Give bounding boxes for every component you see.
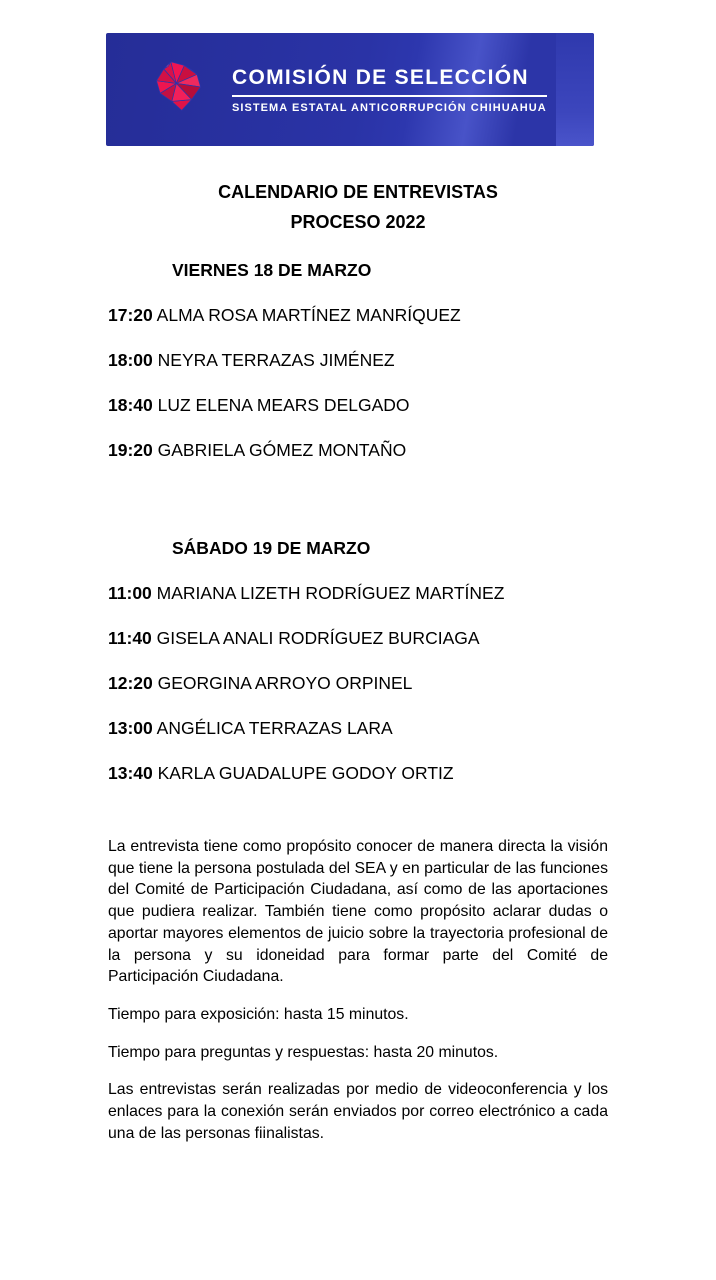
day-section bbox=[108, 260, 618, 485]
body-paragraph: Las entrevistas serán realizadas por medio de videoconferencia y los enlaces para la conexión serán enviados por correo electrónico a cada una de las personas fiinalistas. bbox=[108, 1081, 608, 1142]
entry-name: MARIANA LIZETH RODRÍGUEZ MARTÍNEZ bbox=[151, 583, 505, 603]
entry-time: 19:20 bbox=[108, 440, 153, 460]
body-paragraph: Tiempo para preguntas y respuestas: hasta 20 minutos. bbox=[108, 1043, 499, 1061]
entry-name: GISELA ANALI RODRÍGUEZ BURCIAGA bbox=[151, 628, 480, 648]
schedule-entry bbox=[108, 395, 618, 440]
day-section bbox=[108, 538, 618, 808]
schedule-entry bbox=[108, 763, 618, 808]
entry-name: GEORGINA ARROYO ORPINEL bbox=[152, 673, 413, 693]
banner-title: COMISIÓN DE SELECCIÓN bbox=[232, 66, 547, 97]
entry-name: KARLA GUADALUPE GODOY ORTIZ bbox=[152, 763, 454, 783]
schedule-entry bbox=[108, 628, 618, 673]
body-paragraph: Tiempo para exposición: hasta 15 minutos. bbox=[108, 1005, 409, 1023]
banner-subtitle: SISTEMA ESTATAL ANTICORRUPCIÓN CHIHUAHUA bbox=[232, 101, 547, 114]
header-banner bbox=[106, 33, 594, 146]
entry-time: 18:40 bbox=[108, 395, 153, 415]
banner-text-block bbox=[232, 66, 547, 114]
entry-time: 12:20 bbox=[108, 673, 153, 693]
schedule-entry bbox=[108, 718, 618, 763]
entry-name: LUZ ELENA MEARS DELGADO bbox=[152, 395, 410, 415]
schedule-entry bbox=[108, 440, 618, 485]
chihuahua-state-logo-icon bbox=[152, 58, 206, 121]
schedule-entry bbox=[108, 583, 618, 628]
entry-time: 11:40 bbox=[108, 628, 152, 648]
schedule-entry bbox=[108, 305, 618, 350]
day-heading: VIERNES 18 DE MARZO bbox=[172, 260, 372, 280]
notes-section bbox=[108, 836, 608, 1160]
entry-time: 11:00 bbox=[108, 583, 152, 603]
body-paragraph: La entrevista tiene como propósito conocer de manera directa la visión que tiene la persona postulada del SEA y en particular de las funciones del Comité de Participación Ciudadana, así como de las aportaciones que pudiera realizar. También tiene como propósito aclarar dudas o aportar mayores elementos de juicio sobre la trayectoria profesional de la persona y su idoneidad para formar parte del Comité de Participación Ciudadana. bbox=[108, 838, 608, 986]
entry-time: 13:40 bbox=[108, 763, 153, 783]
entry-time: 18:00 bbox=[108, 350, 153, 370]
entry-name: GABRIELA GÓMEZ MONTAÑO bbox=[152, 440, 407, 460]
entry-name: ALMA ROSA MARTÍNEZ MANRÍQUEZ bbox=[152, 305, 461, 325]
day-heading: SÁBADO 19 DE MARZO bbox=[172, 538, 371, 558]
page-title bbox=[0, 178, 716, 237]
page-title-line1: CALENDARIO DE ENTREVISTAS bbox=[218, 182, 498, 203]
entry-name: ANGÉLICA TERRAZAS LARA bbox=[152, 718, 393, 738]
entry-time: 13:00 bbox=[108, 718, 153, 738]
schedule-entry bbox=[108, 350, 618, 395]
entry-name: NEYRA TERRAZAS JIMÉNEZ bbox=[152, 350, 395, 370]
entry-time: 17:20 bbox=[108, 305, 153, 325]
schedule-entry bbox=[108, 673, 618, 718]
page-title-line2: PROCESO 2022 bbox=[290, 211, 426, 232]
